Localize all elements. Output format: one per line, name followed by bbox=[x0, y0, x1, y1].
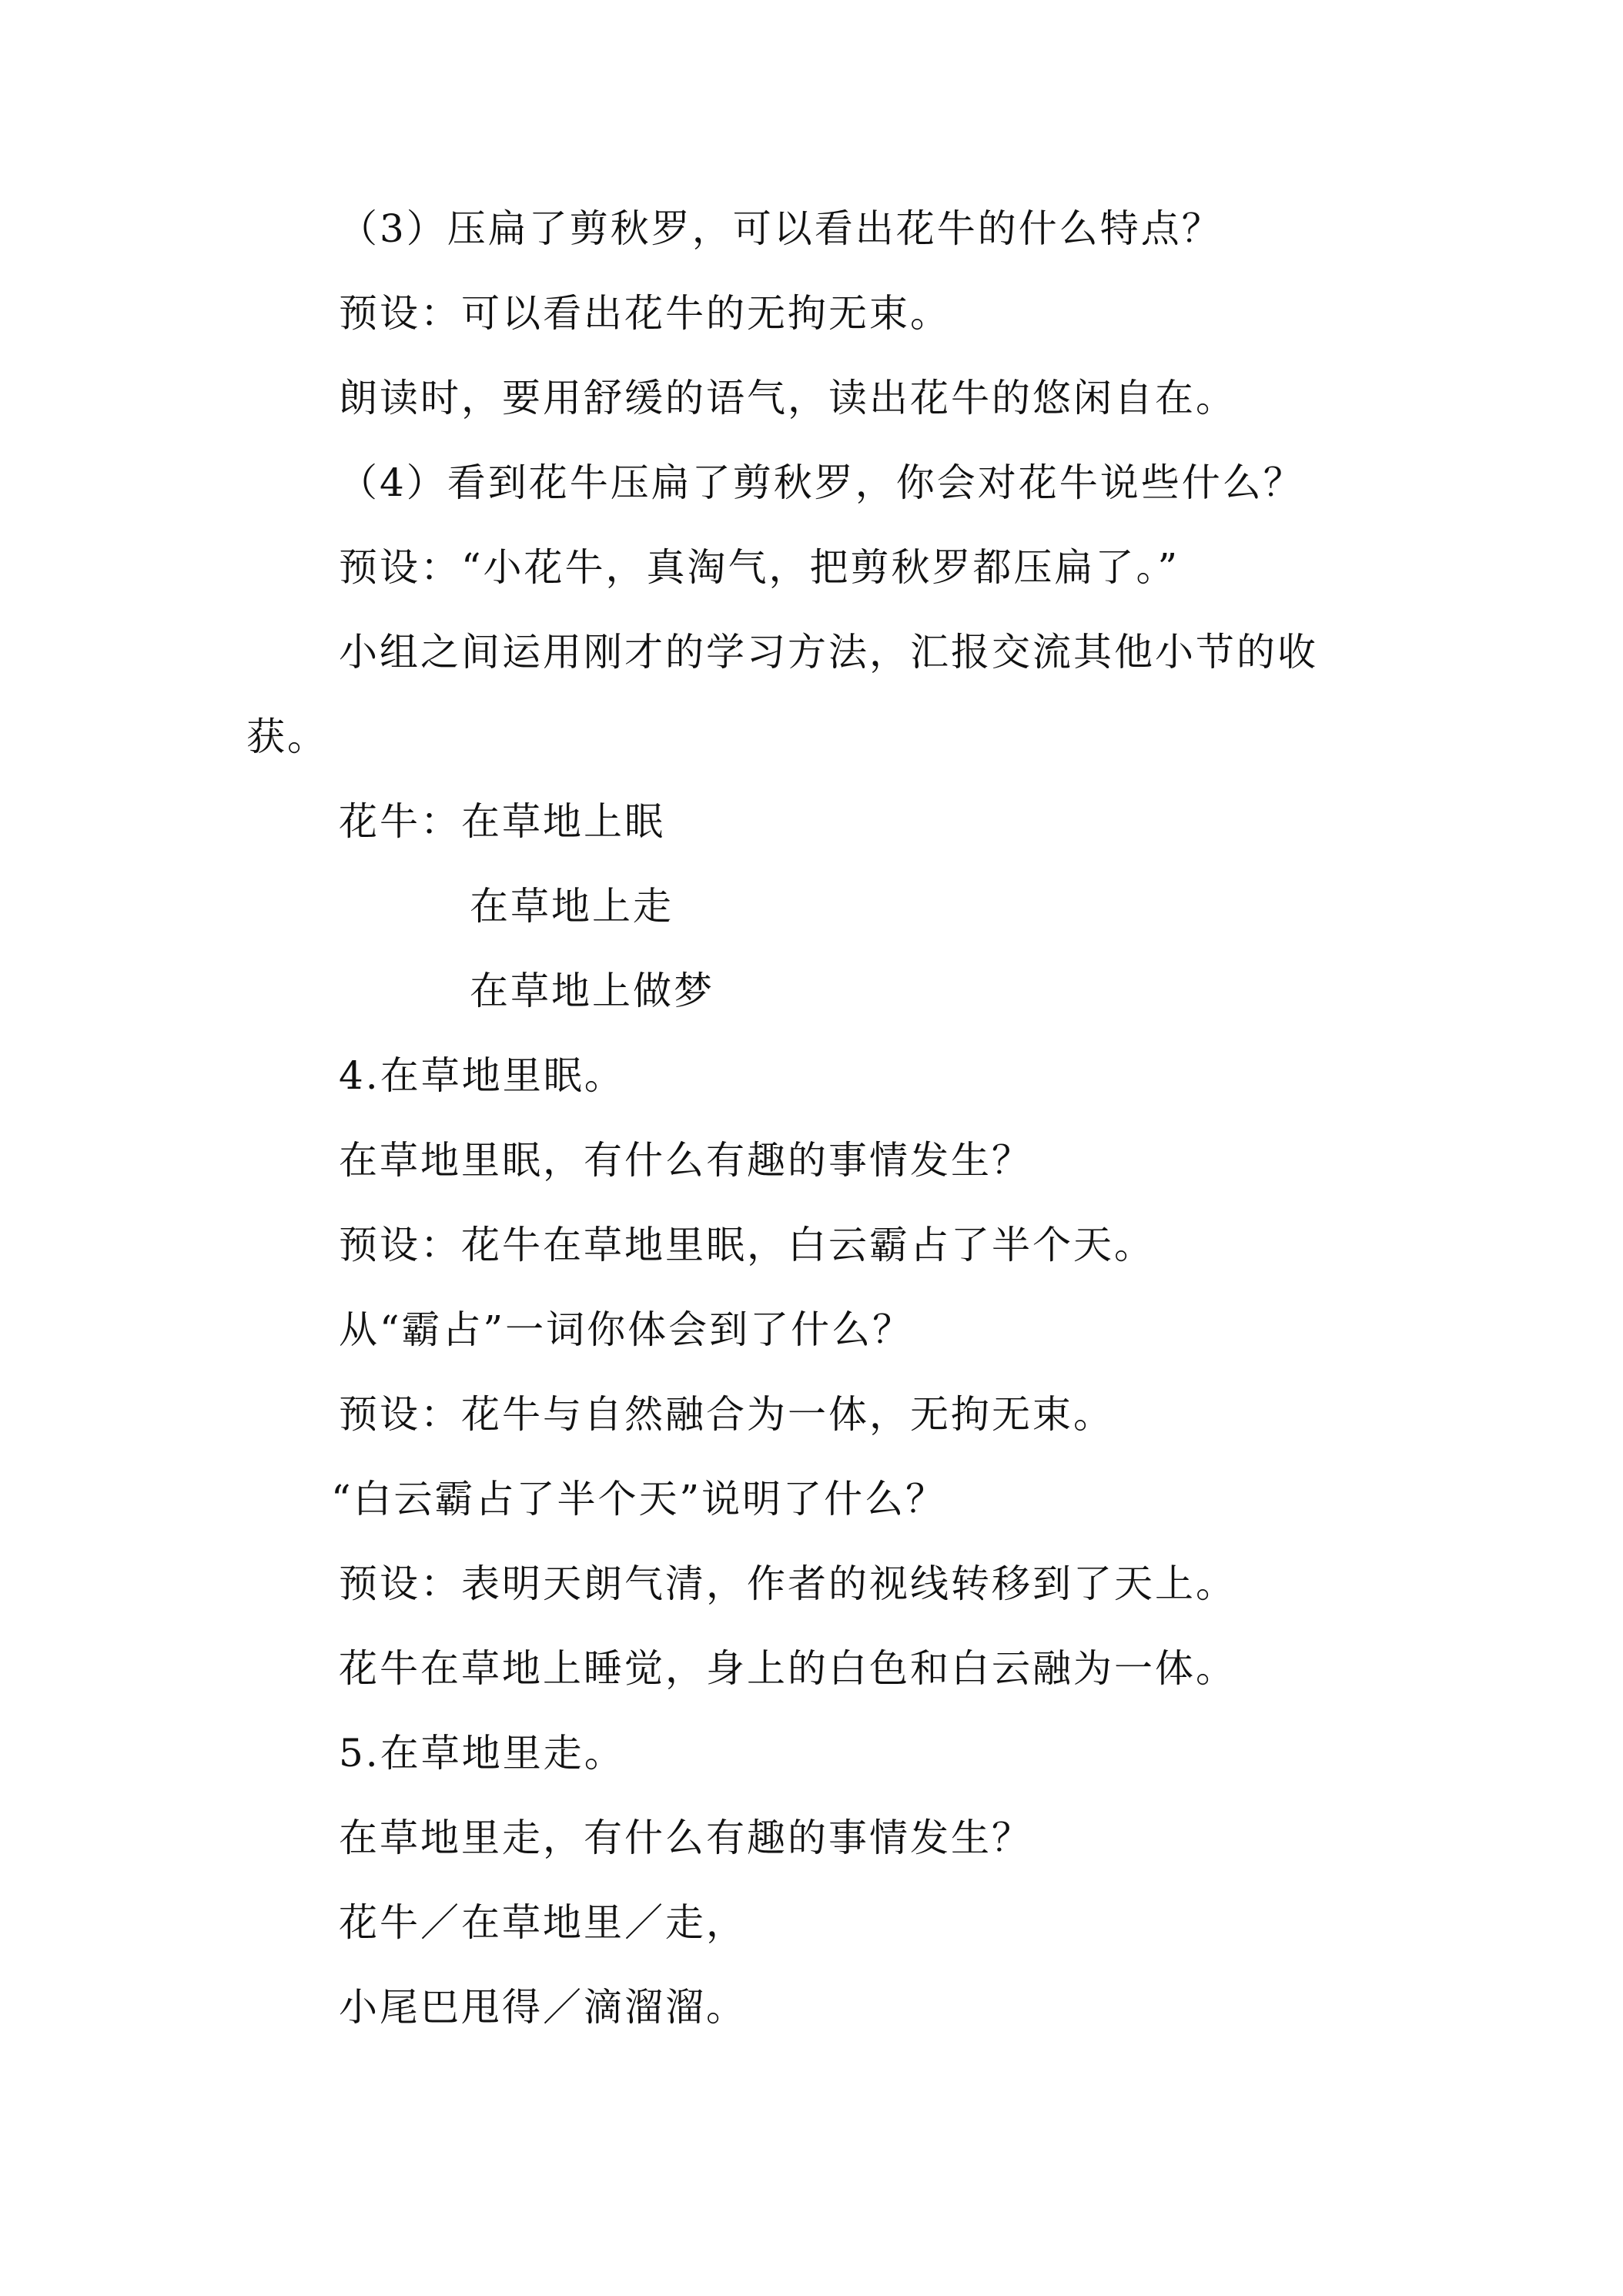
poem-rhythm-line-2: 小尾巴甩得／滴溜溜。 bbox=[339, 1985, 747, 2030]
section-heading-5: 5.在草地里走。 bbox=[339, 1731, 625, 1776]
paragraph-group-report: 小组之间运用刚才的学习方法，汇报交流其他小节的收 bbox=[339, 630, 1318, 674]
paragraph-question-4: （4）看到花牛压扁了剪秋罗，你会对花牛说些什么？ bbox=[339, 460, 1304, 505]
paragraph-answer-occupy: 预设：花牛与自然融合为一体，无拘无束。 bbox=[339, 1392, 1114, 1437]
poem-line-dream: 在草地上做梦 bbox=[470, 969, 714, 1013]
paragraph-group-report-continued: 获。 bbox=[246, 715, 328, 759]
paragraph-question-clouds: “白云霸占了半个天”说明了什么？ bbox=[331, 1477, 947, 1521]
section-heading-4: 4.在草地里眠。 bbox=[339, 1053, 625, 1098]
paragraph-explanation: 花牛在草地上睡觉，身上的白色和白云融为一体。 bbox=[339, 1646, 1236, 1691]
paragraph-answer-4: 预设：“小花牛，真淘气，把剪秋罗都压扁了。” bbox=[339, 545, 1180, 590]
paragraph-question-sleep: 在草地里眠，有什么有趣的事情发生？ bbox=[339, 1138, 1032, 1183]
poem-line-sleep: 花牛：在草地上眠 bbox=[339, 799, 665, 844]
poem-rhythm-line-1: 花牛／在草地里／走， bbox=[339, 1900, 747, 1945]
paragraph-question-3: （3）压扁了剪秋罗，可以看出花牛的什么特点？ bbox=[339, 206, 1223, 251]
paragraph-reading-tip: 朗读时，要用舒缓的语气，读出花牛的悠闲自在。 bbox=[339, 376, 1236, 420]
paragraph-answer-sleep: 预设：花牛在草地里眠，白云霸占了半个天。 bbox=[339, 1223, 1155, 1267]
paragraph-question-walk: 在草地里走，有什么有趣的事情发生？ bbox=[339, 1816, 1032, 1860]
paragraph-answer-clouds: 预设：表明天朗气清，作者的视线转移到了天上。 bbox=[339, 1561, 1236, 1606]
poem-line-walk: 在草地上走 bbox=[470, 884, 674, 929]
paragraph-answer-3: 预设：可以看出花牛的无拘无束。 bbox=[339, 291, 951, 336]
paragraph-question-occupy: 从“霸占”一词你体会到了什么？ bbox=[339, 1307, 914, 1352]
